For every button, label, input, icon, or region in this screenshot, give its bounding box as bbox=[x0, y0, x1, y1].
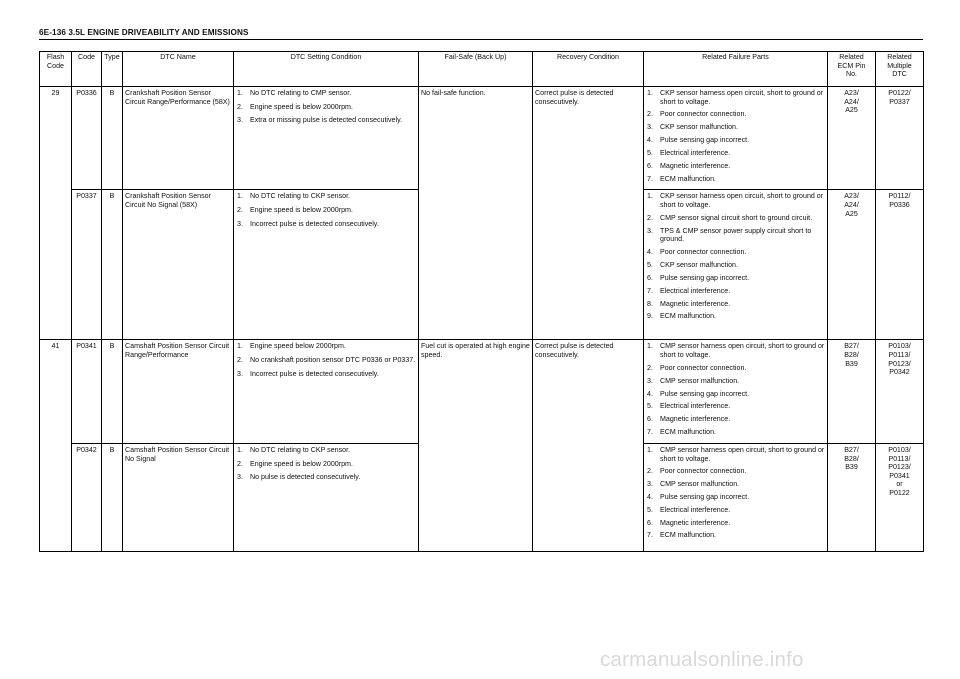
failure-parts-list bbox=[646, 89, 825, 183]
list-item-text: CKP sensor harness open circuit, short to ground or short to voltage. bbox=[660, 89, 824, 106]
failure-parts-cell bbox=[644, 340, 828, 443]
list-item-number: 7. bbox=[647, 428, 653, 437]
setting-condition-cell bbox=[234, 340, 419, 443]
list-item-text: CMP sensor malfunction. bbox=[660, 480, 740, 489]
list-item bbox=[647, 148, 825, 158]
list-item-number: 5. bbox=[647, 148, 653, 157]
list-item-number: 7. bbox=[647, 174, 653, 183]
code-cell: P0342 bbox=[72, 443, 102, 551]
list-item-number: 1. bbox=[647, 192, 653, 201]
list-item-text: CMP sensor signal circuit short to ground circuit. bbox=[660, 213, 813, 222]
list-item bbox=[647, 480, 825, 489]
list-item-text: CMP sensor malfunction. bbox=[660, 376, 740, 385]
list-item bbox=[237, 192, 416, 201]
col-header-recovery-condition: Recovery Condition bbox=[533, 52, 644, 87]
list-item bbox=[237, 219, 416, 229]
list-item bbox=[647, 505, 825, 515]
list-item bbox=[237, 369, 416, 379]
list-item-number: 1. bbox=[647, 89, 653, 97]
list-item bbox=[647, 136, 825, 145]
list-item-text: Magnetic interference. bbox=[660, 299, 731, 308]
list-item-number: 4. bbox=[647, 389, 653, 398]
list-item bbox=[647, 389, 825, 399]
list-item-number: 1. bbox=[237, 445, 243, 454]
list-item bbox=[647, 342, 825, 360]
col-header-flash-code: Flash Code bbox=[40, 52, 72, 87]
list-item bbox=[237, 445, 416, 455]
dtc-name-cell: Camshaft Position Sensor Circuit No Signal bbox=[123, 443, 234, 551]
condition-list bbox=[236, 342, 416, 378]
list-item bbox=[647, 445, 825, 463]
list-item-number: 3. bbox=[647, 376, 653, 385]
list-item-number: 6. bbox=[647, 518, 653, 527]
list-item-text: CMP sensor harness open circuit, short to ground or short to voltage. bbox=[660, 342, 825, 360]
type-cell: B bbox=[102, 190, 123, 340]
list-item bbox=[647, 493, 825, 502]
list-item-text: Pulse sensing gap incorrect. bbox=[660, 136, 750, 145]
list-item-number: 9. bbox=[647, 312, 653, 321]
list-item-text: Magnetic interference. bbox=[660, 518, 731, 527]
list-item-number: 2. bbox=[237, 459, 243, 468]
list-item-number: 2. bbox=[647, 467, 653, 476]
list-item bbox=[647, 192, 825, 210]
code-cell: P0341 bbox=[72, 340, 102, 443]
list-item-text: No pulse is detected consecutively. bbox=[250, 473, 361, 482]
list-item bbox=[647, 518, 825, 528]
list-item-text: Electrical interference. bbox=[660, 402, 731, 411]
col-header-fail-safe: Fail-Safe (Back Up) bbox=[419, 52, 533, 87]
list-item bbox=[647, 299, 825, 309]
list-item-text: CKP sensor malfunction. bbox=[660, 123, 738, 132]
list-item bbox=[647, 402, 825, 411]
list-item bbox=[647, 467, 825, 476]
ecm-pin-cell: B27/ B28/ B39 bbox=[828, 340, 876, 443]
list-item bbox=[647, 213, 825, 223]
list-item-text: Poor connector connection. bbox=[660, 110, 747, 119]
condition-list bbox=[236, 89, 416, 125]
recovery-condition-cell: Correct pulse is detected consecutively. bbox=[533, 87, 644, 340]
list-item-text: No crankshaft position sensor DTC P0336 or P0337. bbox=[250, 356, 416, 365]
failure-parts-list bbox=[646, 446, 825, 540]
list-item bbox=[647, 363, 825, 373]
failure-parts-cell bbox=[644, 87, 828, 190]
list-item-number: 2. bbox=[647, 213, 653, 222]
code-cell: P0336 bbox=[72, 87, 102, 190]
multiple-dtc-cell: P0112/ P0336 bbox=[876, 190, 924, 340]
list-item bbox=[237, 473, 416, 482]
list-item-number: 1. bbox=[237, 342, 243, 351]
list-item-text: No DTC relating to CMP sensor. bbox=[250, 89, 352, 97]
failure-parts-cell bbox=[644, 443, 828, 551]
col-header-dtc-name: DTC Name bbox=[123, 52, 234, 87]
list-item-text: Magnetic interference. bbox=[660, 161, 731, 170]
list-item-number: 3. bbox=[237, 219, 243, 228]
list-item-number: 1. bbox=[647, 445, 653, 454]
col-header-type: Type bbox=[102, 52, 123, 87]
list-item-text: Engine speed is below 2000rpm. bbox=[250, 102, 353, 111]
list-item-number: 2. bbox=[647, 363, 653, 372]
list-item-text: Electrical interference. bbox=[660, 148, 731, 157]
ecm-pin-cell: B27/ B28/ B39 bbox=[828, 443, 876, 551]
list-item bbox=[647, 415, 825, 424]
list-item-text: Electrical interference. bbox=[660, 286, 731, 295]
list-item bbox=[647, 286, 825, 296]
list-item-text: ECM malfunction. bbox=[660, 312, 716, 321]
list-item-number: 3. bbox=[647, 226, 653, 235]
header-rule bbox=[39, 39, 923, 40]
list-item bbox=[647, 161, 825, 171]
list-item bbox=[647, 312, 825, 321]
list-item-text: Incorrect pulse is detected consecutively. bbox=[250, 369, 379, 378]
list-item-number: 5. bbox=[647, 505, 653, 514]
list-item-number: 3. bbox=[237, 369, 243, 378]
list-item-text: Engine speed below 2000rpm. bbox=[250, 342, 346, 351]
type-cell: B bbox=[102, 443, 123, 551]
list-item-number: 6. bbox=[647, 161, 653, 170]
list-item-text: TPS & CMP sensor power supply circuit short to ground. bbox=[660, 226, 812, 244]
list-item-number: 3. bbox=[647, 480, 653, 489]
list-item-text: Extra or missing pulse is detected consecutively. bbox=[250, 116, 403, 125]
list-item bbox=[237, 102, 416, 112]
list-item-number: 4. bbox=[647, 136, 653, 145]
list-item bbox=[647, 273, 825, 283]
table-row bbox=[40, 340, 924, 443]
list-item-text: CKP sensor harness open circuit, short to ground or short to voltage. bbox=[660, 192, 824, 210]
list-item bbox=[237, 459, 416, 469]
list-item-number: 3. bbox=[237, 116, 243, 125]
dtc-name-cell: Crankshaft Position Sensor Circuit No Signal (58X) bbox=[123, 190, 234, 340]
multiple-dtc-cell: P0103/ P0113/ P0123/ P0342 bbox=[876, 340, 924, 443]
setting-condition-cell bbox=[234, 87, 419, 190]
list-item-text: ECM malfunction. bbox=[660, 531, 716, 540]
list-item-number: 1. bbox=[647, 342, 653, 351]
list-item-number: 5. bbox=[647, 261, 653, 270]
list-item-number: 4. bbox=[647, 248, 653, 257]
list-item-number: 8. bbox=[647, 299, 653, 308]
list-item bbox=[237, 116, 416, 125]
flash-code-cell: 29 bbox=[40, 87, 72, 340]
col-header-setting-condition: DTC Setting Condition bbox=[234, 52, 419, 87]
col-header-failure-parts: Related Failure Parts bbox=[644, 52, 828, 87]
list-item-text: Magnetic interference. bbox=[660, 415, 731, 424]
list-item-number: 6. bbox=[647, 415, 653, 424]
list-item-number: 1. bbox=[237, 192, 243, 201]
failure-parts-cell bbox=[644, 190, 828, 340]
list-item bbox=[647, 226, 825, 244]
list-item-text: Electrical interference. bbox=[660, 505, 731, 514]
list-item-number: 3. bbox=[647, 123, 653, 132]
list-item-text: Pulse sensing gap incorrect. bbox=[660, 389, 750, 398]
list-item-number: 2. bbox=[647, 110, 653, 119]
list-item-number: 7. bbox=[647, 531, 653, 540]
table-row bbox=[40, 87, 924, 190]
condition-list bbox=[236, 192, 416, 228]
list-item-text: Poor connector connection. bbox=[660, 363, 747, 372]
dtc-table bbox=[39, 51, 924, 552]
list-item bbox=[237, 342, 416, 351]
list-item bbox=[647, 89, 825, 106]
ecm-pin-cell: A23/ A24/ A25 bbox=[828, 87, 876, 190]
condition-list bbox=[236, 446, 416, 482]
setting-condition-cell bbox=[234, 190, 419, 340]
multiple-dtc-cell: P0122/ P0337 bbox=[876, 87, 924, 190]
list-item bbox=[237, 206, 416, 215]
list-item-text: Pulse sensing gap incorrect. bbox=[660, 273, 750, 282]
col-header-multiple-dtc: Related Multiple DTC bbox=[876, 52, 924, 87]
list-item-text: Poor connector connection. bbox=[660, 248, 747, 257]
recovery-condition-cell: Correct pulse is detected consecutively. bbox=[533, 340, 644, 551]
fail-safe-cell: Fuel cut is operated at high engine speed. bbox=[419, 340, 533, 551]
col-header-ecm-pin: Related ECM Pin No. bbox=[828, 52, 876, 87]
list-item-text: CKP sensor malfunction. bbox=[660, 261, 738, 270]
list-item bbox=[647, 428, 825, 437]
list-item-text: Incorrect pulse is detected consecutively. bbox=[250, 219, 379, 228]
dtc-name-cell: Camshaft Position Sensor Circuit Range/Performance bbox=[123, 340, 234, 443]
col-header-code: Code bbox=[72, 52, 102, 87]
list-item-number: 4. bbox=[647, 493, 653, 501]
list-item-number: 7. bbox=[647, 286, 653, 295]
multiple-dtc-cell: P0103/ P0113/ P0123/ P0341 or P0122 bbox=[876, 443, 924, 551]
list-item-number: 2. bbox=[237, 206, 243, 215]
ecm-pin-cell: A23/ A24/ A25 bbox=[828, 190, 876, 340]
failure-parts-list bbox=[646, 342, 825, 436]
table-header-row bbox=[40, 52, 924, 87]
list-item bbox=[647, 110, 825, 119]
list-item-text: ECM malfunction. bbox=[660, 428, 716, 437]
list-item-text: CMP sensor harness open circuit, short to ground or short to voltage. bbox=[660, 445, 825, 463]
list-item-text: Pulse sensing gap incorrect. bbox=[660, 493, 750, 501]
list-item bbox=[647, 261, 825, 270]
list-item-text: Poor connector connection. bbox=[660, 467, 747, 476]
list-item-number: 3. bbox=[237, 473, 243, 482]
flash-code-cell: 41 bbox=[40, 340, 72, 551]
dtc-name-cell: Crankshaft Position Sensor Circuit Range/Performance (58X) bbox=[123, 87, 234, 190]
list-item-number: 1. bbox=[237, 89, 243, 97]
list-item-number: 5. bbox=[647, 402, 653, 411]
setting-condition-cell bbox=[234, 443, 419, 551]
list-item-number: 2. bbox=[237, 102, 243, 111]
list-item-text: ECM malfunction. bbox=[660, 174, 716, 183]
list-item bbox=[647, 174, 825, 184]
list-item-number: 2. bbox=[237, 356, 243, 365]
fail-safe-cell: No fail-safe function. bbox=[419, 87, 533, 340]
list-item-text: Engine speed is below 2000rpm. bbox=[250, 206, 353, 215]
list-item bbox=[237, 89, 416, 98]
list-item bbox=[647, 123, 825, 132]
failure-parts-list bbox=[646, 192, 825, 321]
watermark: carmanualsonline.info bbox=[600, 648, 804, 671]
type-cell: B bbox=[102, 87, 123, 190]
list-item-text: No DTC relating to CKP sensor. bbox=[250, 445, 351, 454]
type-cell: B bbox=[102, 340, 123, 443]
list-item bbox=[647, 376, 825, 386]
list-item-text: No DTC relating to CKP sensor. bbox=[250, 192, 351, 201]
list-item bbox=[647, 531, 825, 540]
list-item-number: 6. bbox=[647, 273, 653, 282]
code-cell: P0337 bbox=[72, 190, 102, 340]
page-header: 6E-136 3.5L ENGINE DRIVEABILITY AND EMISSIONS bbox=[39, 28, 249, 37]
list-item-text: Engine speed is below 2000rpm. bbox=[250, 459, 353, 468]
list-item bbox=[647, 248, 825, 257]
list-item bbox=[237, 356, 416, 365]
